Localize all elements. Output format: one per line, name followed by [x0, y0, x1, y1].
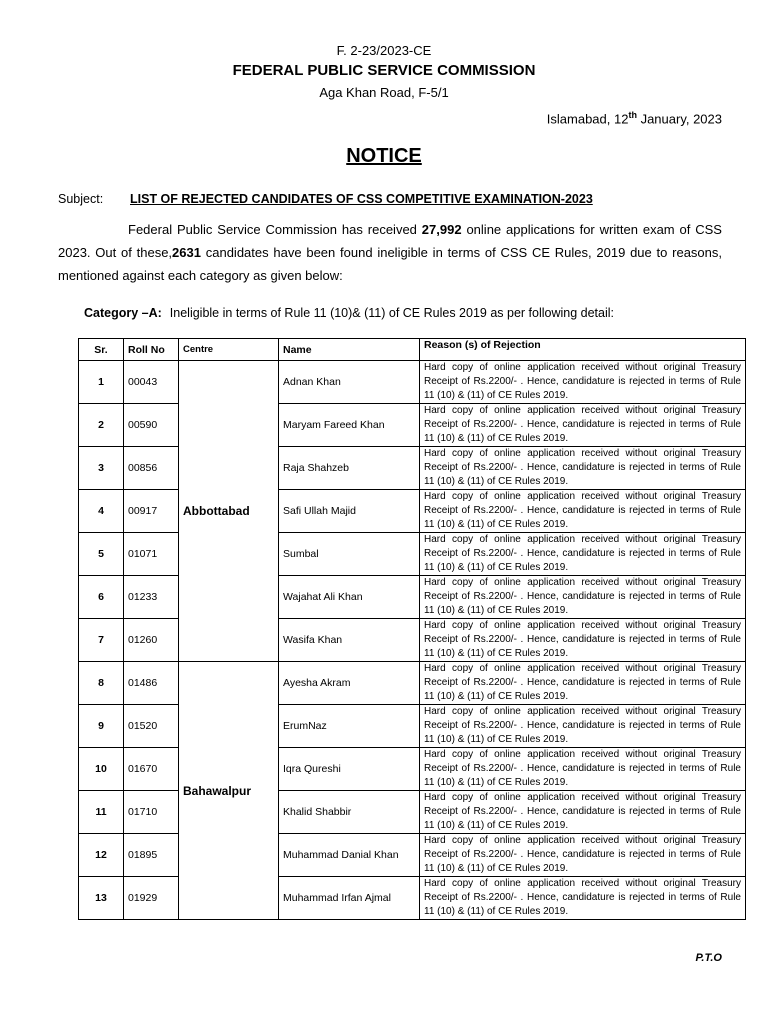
row-reason: Hard copy of online application received without original Treasury Receipt of Rs.2200/- . Hence, candidature is rejected in terms of Rule 11 (10) & (11) of CE Rules 2019.: [420, 576, 746, 619]
row-reason: Hard copy of online application received without original Treasury Receipt of Rs.2200/- . Hence, candidature is rejected in terms of Rule 11 (10) & (11) of CE Rules 2019.: [420, 748, 746, 791]
centre-cell: Abbottabad: [179, 361, 279, 662]
row-reason: Hard copy of online application received without original Treasury Receipt of Rs.2200/- . Hence, candidature is rejected in terms of Rule 11 (10) & (11) of CE Rules 2019.: [420, 619, 746, 662]
row-reason: Hard copy of online application received without original Treasury Receipt of Rs.2200/- . Hence, candidature is rejected in terms of Rule 11 (10) & (11) of CE Rules 2019.: [420, 404, 746, 447]
row-roll-no: 01520: [124, 705, 179, 748]
row-reason: Hard copy of online application received without original Treasury Receipt of Rs.2200/- . Hence, candidature is rejected in terms of Rule 11 (10) & (11) of CE Rules 2019.: [420, 705, 746, 748]
row-sr: 11: [79, 791, 124, 834]
header-centre: Centre: [179, 339, 279, 361]
row-sr: 9: [79, 705, 124, 748]
notice-date: [547, 110, 722, 126]
row-reason: Hard copy of online application received without original Treasury Receipt of Rs.2200/- . Hence, candidature is rejected in terms of Rule 11 (10) & (11) of CE Rules 2019.: [420, 447, 746, 490]
row-reason: Hard copy of online application received without original Treasury Receipt of Rs.2200/- . Hence, candidature is rejected in terms of Rule 11 (10) & (11) of CE Rules 2019.: [420, 533, 746, 576]
file-reference: F. 2-23/2023-CE: [336, 43, 432, 58]
category-heading: [84, 306, 614, 320]
category-label: Category –A:: [84, 306, 162, 320]
intro-part-3: candidates have been found ineligible in terms of CSS CE Rules, 2019 due to reasons, mentioned against each category as given below:: [58, 245, 722, 283]
table-row: [79, 361, 746, 404]
row-name: ErumNaz: [279, 705, 420, 748]
row-name: Safi Ullah Majid: [279, 490, 420, 533]
row-name: Muhammad Danial Khan: [279, 834, 420, 877]
row-name: Iqra Qureshi: [279, 748, 420, 791]
row-name: Khalid Shabbir: [279, 791, 420, 834]
organization-address: Aga Khan Road, F-5/1: [319, 85, 449, 100]
page-turn-over: P.T.O: [695, 952, 722, 964]
organization-name: FEDERAL PUBLIC SERVICE COMMISSION: [232, 62, 536, 79]
row-roll-no: 00917: [124, 490, 179, 533]
applications-count: 27,992: [421, 222, 462, 237]
row-reason: Hard copy of online application received without original Treasury Receipt of Rs.2200/- . Hence, candidature is rejected in terms of Rule 11 (10) & (11) of CE Rules 2019.: [420, 361, 746, 404]
date-prefix: Islamabad, 12: [546, 111, 629, 127]
ineligible-count: 2631: [172, 245, 201, 260]
row-roll-no: 00856: [124, 447, 179, 490]
row-roll-no: 00043: [124, 361, 179, 404]
table-row: [79, 662, 746, 705]
header-name: Name: [279, 339, 420, 361]
row-sr: 4: [79, 490, 124, 533]
row-roll-no: 00590: [124, 404, 179, 447]
header-sr: Sr.: [79, 339, 124, 361]
row-name: Adnan Khan: [279, 361, 420, 404]
row-sr: 7: [79, 619, 124, 662]
row-sr: 12: [79, 834, 124, 877]
category-text: Ineligible in terms of Rule 11 (10)& (11) of CE Rules 2019 as per following detail:: [169, 306, 615, 320]
row-roll-no: 01895: [124, 834, 179, 877]
row-reason: Hard copy of online application received without original Treasury Receipt of Rs.2200/- . Hence, candidature is rejected in terms of Rule 11 (10) & (11) of CE Rules 2019.: [420, 791, 746, 834]
row-sr: 8: [79, 662, 124, 705]
row-sr: 13: [79, 877, 124, 920]
row-roll-no: 01710: [124, 791, 179, 834]
row-name: Raja Shahzeb: [279, 447, 420, 490]
row-roll-no: 01260: [124, 619, 179, 662]
row-reason: Hard copy of online application received without original Treasury Receipt of Rs.2200/- . Hence, candidature is rejected in terms of Rule 11 (10) & (11) of CE Rules 2019.: [420, 490, 746, 533]
intro-paragraph: [58, 218, 722, 287]
row-reason: Hard copy of online application received without original Treasury Receipt of Rs.2200/- . Hence, candidature is rejected in terms of Rule 11 (10) & (11) of CE Rules 2019.: [420, 662, 746, 705]
row-roll-no: 01670: [124, 748, 179, 791]
row-roll-no: 01233: [124, 576, 179, 619]
date-suffix: January, 2023: [636, 111, 722, 127]
subject-text: LIST OF REJECTED CANDIDATES OF CSS COMPETITIVE EXAMINATION-2023: [130, 192, 593, 206]
row-name: Wasifa Khan: [279, 619, 420, 662]
intro-part-1: Federal Public Service Commission has received: [128, 222, 422, 237]
date-superscript: th: [628, 110, 637, 120]
subject-line: [58, 192, 593, 206]
row-roll-no: 01929: [124, 877, 179, 920]
row-name: Ayesha Akram: [279, 662, 420, 705]
rejected-candidates-table: [78, 338, 746, 920]
row-roll-no: 01486: [124, 662, 179, 705]
row-name: Sumbal: [279, 533, 420, 576]
row-name: Maryam Fareed Khan: [279, 404, 420, 447]
row-name: Muhammad Irfan Ajmal: [279, 877, 420, 920]
subject-label: Subject:: [58, 192, 104, 206]
table-header-row: [79, 339, 746, 361]
centre-cell: Bahawalpur: [179, 662, 279, 920]
row-sr: 10: [79, 748, 124, 791]
row-sr: 3: [79, 447, 124, 490]
row-sr: 5: [79, 533, 124, 576]
header-roll-no: Roll No: [124, 339, 179, 361]
row-reason: Hard copy of online application received without original Treasury Receipt of Rs.2200/- . Hence, candidature is rejected in terms of Rule 11 (10) & (11) of CE Rules 2019.: [420, 877, 746, 920]
row-sr: 2: [79, 404, 124, 447]
row-sr: 6: [79, 576, 124, 619]
row-roll-no: 01071: [124, 533, 179, 576]
intro-part-2: online applications for written exam of CSS 2023. Out of these,: [58, 222, 722, 260]
row-reason: Hard copy of online application received without original Treasury Receipt of Rs.2200/- . Hence, candidature is rejected in terms of Rule 11 (10) & (11) of CE Rules 2019.: [420, 834, 746, 877]
row-sr: 1: [79, 361, 124, 404]
row-name: Wajahat Ali Khan: [279, 576, 420, 619]
notice-title: NOTICE: [346, 145, 422, 167]
header-reason: Reason (s) of Rejection: [420, 339, 746, 361]
